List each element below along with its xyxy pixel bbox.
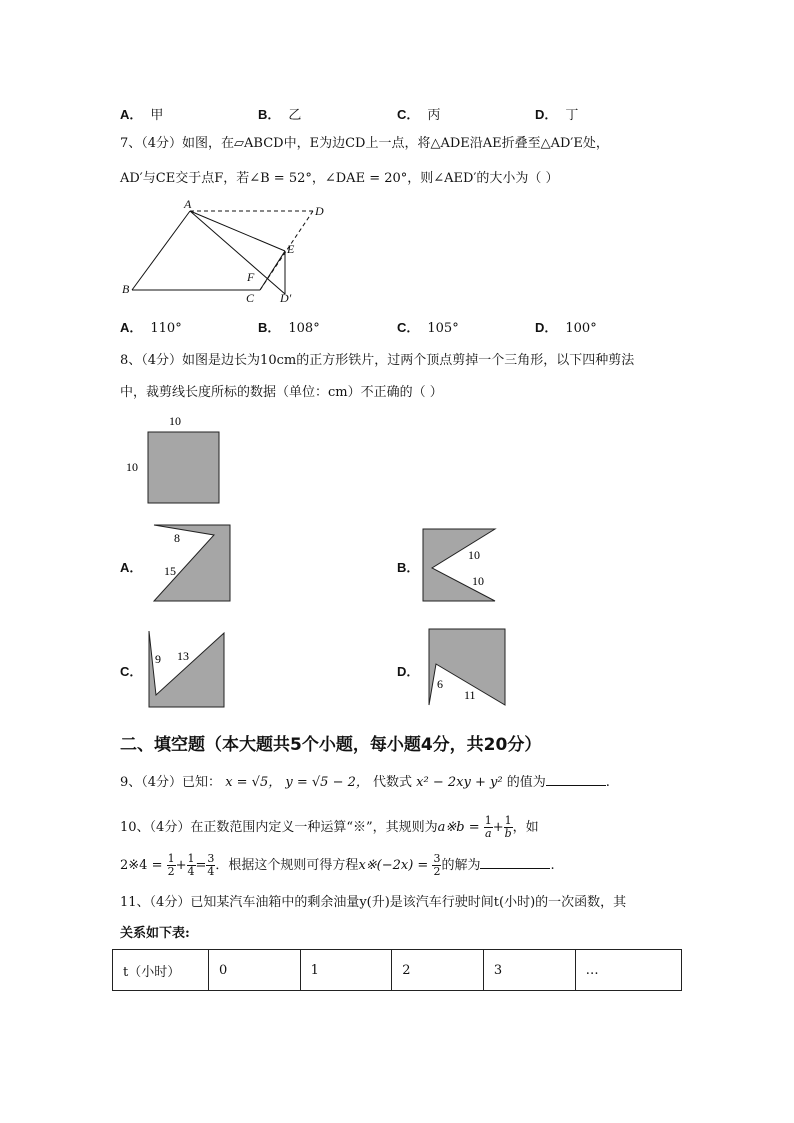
q10-stem-line2: 2※4 = $\frac{1}{2}$ + $\frac{1}{4}$ = $\frac{3}{4}$ ．根据这个规则可得方程x※(−2x) = $\frac{3}{2}$ 的解为 . bbox=[120, 852, 555, 878]
q7-parallelogram-figure bbox=[110, 196, 350, 308]
option-b-cut-2: 10 bbox=[472, 574, 484, 588]
table-cell: … bbox=[575, 950, 681, 991]
option-d-cut-2: 11 bbox=[464, 688, 476, 702]
edge-ab bbox=[132, 211, 190, 290]
table-cell-header: t（小时） bbox=[113, 950, 209, 991]
q7-stem-line1: 7、（4分）如图，在▱ABCD中，E为边CD上一点，将△ADE沿AE折叠至△AD′E处， bbox=[120, 136, 609, 151]
table-cell: 3 bbox=[483, 950, 575, 991]
q7-stem-line2: AD′与CE交于点F，若∠B = 52°，∠DAE = 20°，则∠AED′的大小为（ ） bbox=[120, 171, 559, 186]
label-d: D bbox=[315, 204, 324, 218]
q9-answer-blank[interactable] bbox=[546, 785, 606, 786]
q10-answer-blank[interactable] bbox=[480, 868, 550, 869]
label-f: F bbox=[247, 270, 255, 284]
q11-stem-line2: 关系如下表: bbox=[120, 926, 190, 941]
q6-option-b: B． 乙 bbox=[258, 107, 302, 123]
q8-option-d-figure bbox=[424, 624, 512, 712]
table-cell: 1 bbox=[300, 950, 392, 991]
q8-option-c-letter: C． bbox=[120, 664, 143, 679]
edge-ad-prime bbox=[190, 211, 285, 294]
edge-ce bbox=[260, 251, 285, 290]
option-d-cut-1: 6 bbox=[437, 677, 443, 691]
table-cell: 0 bbox=[209, 950, 301, 991]
table-row bbox=[113, 950, 682, 991]
option-a-cut-1: 8 bbox=[174, 531, 180, 545]
q10-stem-line1: 10、（4分）在正数范围内定义一种运算“※”，其规则为a※b = $\frac{1}{a}$ + $\frac{1}{b}$ ，如 bbox=[120, 814, 539, 840]
label-c: C bbox=[246, 291, 255, 305]
square-top-length: 10 bbox=[169, 414, 181, 428]
edge-ae bbox=[190, 211, 285, 251]
section-2-title: 二、填空题（本大题共5个小题，每小题4分，共20分） bbox=[120, 735, 542, 755]
q7-option-b: B． 108° bbox=[258, 320, 320, 336]
option-c-cut-2: 13 bbox=[177, 649, 189, 663]
option-a-cut-2: 15 bbox=[164, 564, 176, 578]
q8-stem-line2: 中，裁剪线长度所标的数据（单位：cm）不正确的（ ） bbox=[120, 385, 443, 400]
q8-option-a-letter: A． bbox=[120, 560, 143, 575]
table-cell: 2 bbox=[392, 950, 484, 991]
q8-option-b-figure bbox=[418, 524, 503, 609]
q6-option-d: D． 丁 bbox=[535, 107, 579, 123]
q8-option-a-figure bbox=[148, 520, 238, 605]
option-c-cut-1: 9 bbox=[155, 652, 161, 666]
q11-table bbox=[112, 949, 682, 991]
square-left-length: 10 bbox=[126, 460, 138, 474]
shape-c bbox=[149, 631, 224, 707]
q8-stem-line1: 8、（4分）如图是边长为10cm的正方形铁片，过两个顶点剪掉一个三角形，以下四种剪法 bbox=[120, 353, 635, 368]
label-a: A bbox=[184, 197, 192, 211]
label-e: E bbox=[287, 242, 295, 256]
square-sheet bbox=[148, 432, 219, 503]
q8-option-c-figure bbox=[142, 625, 232, 713]
shape-a bbox=[154, 525, 230, 601]
q7-option-c: C． 105° bbox=[397, 320, 459, 336]
q7-option-a: A． 110° bbox=[120, 320, 182, 336]
q8-option-b-letter: B． bbox=[397, 560, 420, 575]
q8-square-figure bbox=[120, 410, 230, 510]
label-d-prime: D′ bbox=[280, 291, 292, 305]
q11-stem-line1: 11、（4分）已知某汽车油箱中的剩余油量y(升)是该汽车行驶时间t(小时)的一次函数，其 bbox=[120, 895, 627, 910]
q9-stem: 9、（4分）已知： x = √5， y = √5 − 2， 代数式 x² − 2xy + y² 的值为 . bbox=[120, 775, 610, 790]
q6-option-c: C． 丙 bbox=[397, 107, 441, 123]
label-b: B bbox=[122, 282, 130, 296]
shape-b bbox=[423, 529, 495, 601]
option-b-cut-1: 10 bbox=[468, 548, 480, 562]
q7-option-d: D． 100° bbox=[535, 320, 597, 336]
q6-option-a: A． 甲 bbox=[120, 107, 164, 123]
q8-option-d-letter: D． bbox=[397, 664, 420, 679]
